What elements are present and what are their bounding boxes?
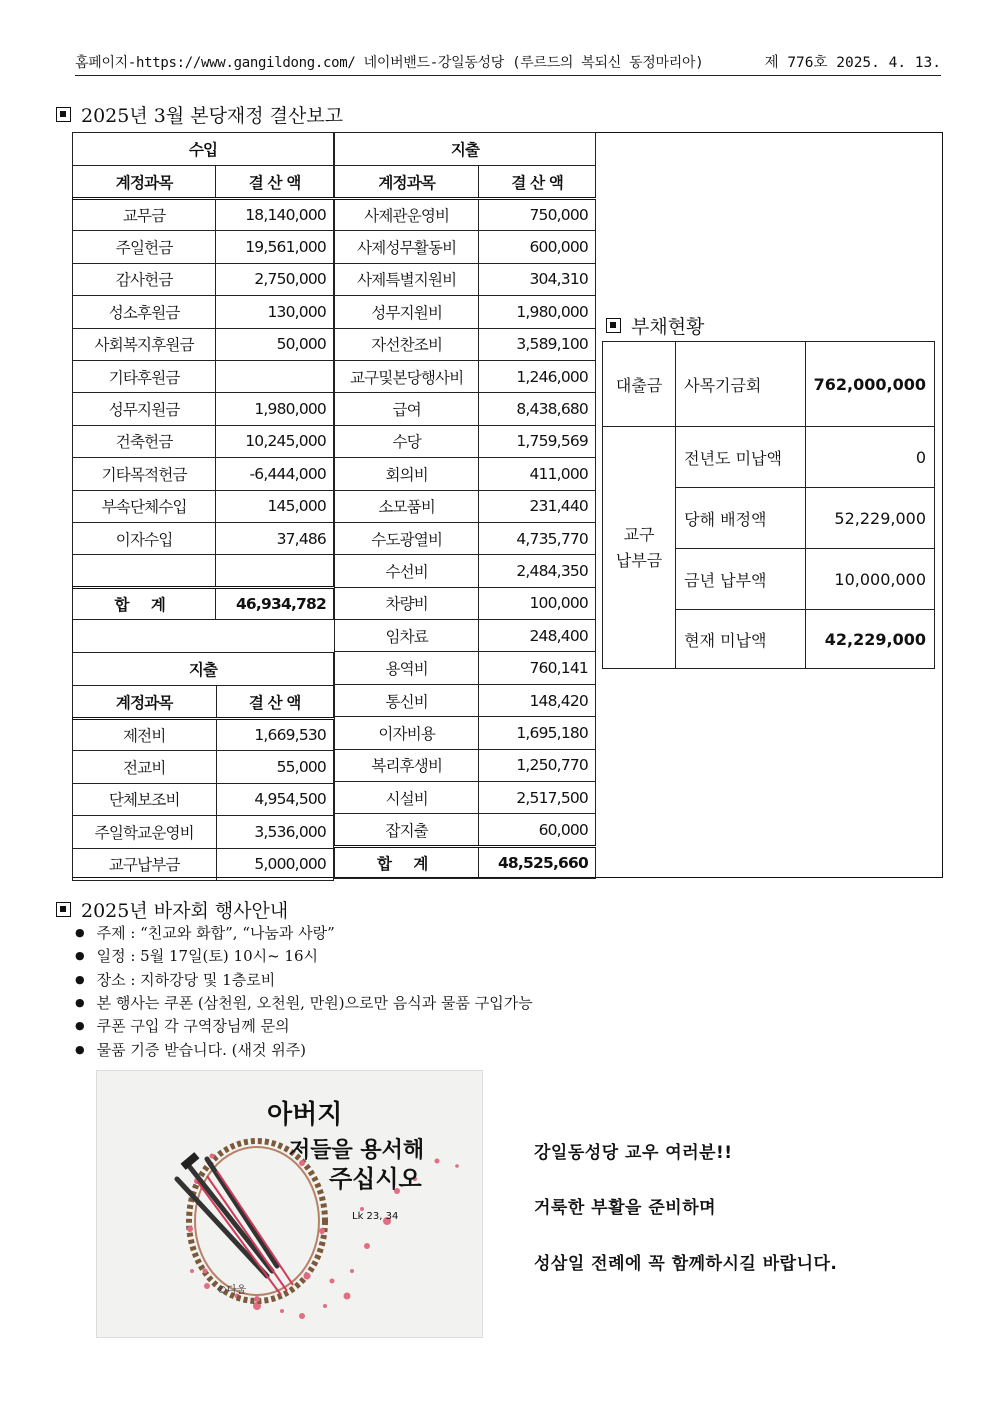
account-amount: 1,246,000: [479, 360, 596, 392]
table-row: [335, 587, 596, 619]
expense-table: [334, 132, 596, 879]
list-item: ● 물품 기증 받습니다. (새것 위주): [72, 1037, 533, 1060]
table-row: [335, 522, 596, 554]
diocese-label: 교구 납부금: [603, 427, 676, 669]
debt-row-amount: 52,229,000: [805, 488, 934, 549]
table-row: [335, 620, 596, 652]
account-item: 용역비: [335, 652, 479, 684]
table-row: [73, 555, 334, 587]
account-amount: [216, 360, 334, 392]
account-item: 교구및본당행사비: [335, 360, 479, 392]
account-item: 성소후원금: [73, 296, 216, 328]
table-row: [335, 782, 596, 814]
table-row: [73, 751, 334, 783]
account-item: 복리후생비: [335, 749, 479, 781]
table-row: [73, 296, 334, 328]
account-item: 성무지원비: [335, 296, 479, 328]
account-amount: 18,140,000: [216, 199, 334, 231]
debt-table: [602, 341, 935, 669]
account-amount: 148,420: [479, 684, 596, 716]
account-item: 성무지원금: [73, 393, 216, 425]
account-amount: 231,440: [479, 490, 596, 522]
account-amount: 130,000: [216, 296, 334, 328]
header-links: 홈페이지-https://www.gangildong.com/ 네이버밴드-강일동성당 (루르드의 복되신 동정마리아): [75, 55, 704, 71]
loan-label: 대출금: [603, 342, 676, 427]
account-item: 회의비: [335, 458, 479, 490]
crown-of-thorns-illustration: [97, 1071, 483, 1338]
list-item: ● 본 행사는 쿠폰 (삼천원, 오천원, 만원)으로만 음식과 물품 구입가능: [72, 991, 533, 1014]
account-amount: 3,536,000: [216, 816, 334, 848]
account-item: 단체보조비: [73, 783, 217, 815]
account-item: 잡지출: [335, 814, 479, 846]
message-line-3: 성삼일 전례에 꼭 함께하시길 바랍니다.: [534, 1254, 838, 1274]
account-item: 차량비: [335, 587, 479, 619]
account-amount: 145,000: [216, 490, 334, 522]
account-item: 부속단체수입: [73, 490, 216, 522]
account-amount: 1,669,530: [216, 719, 334, 751]
table-row: [335, 814, 596, 846]
total-amount: 46,934,782: [216, 587, 334, 619]
account-item: 수선비: [335, 555, 479, 587]
account-amount: 100,000: [479, 587, 596, 619]
account-amount: -6,444,000: [216, 458, 334, 490]
total-row: [73, 587, 334, 619]
account-item: 사제특별지원비: [335, 263, 479, 295]
account-item: 기타후원금: [73, 360, 216, 392]
list-item: ● 주제 : “친교와 화합”, “나눔과 사랑”: [72, 921, 533, 944]
account-amount: 411,000: [479, 458, 596, 490]
account-amount: 8,438,680: [479, 393, 596, 425]
account-item: 건축헌금: [73, 425, 216, 457]
account-item: 이자비용: [335, 717, 479, 749]
debt-row-label: 전년도 미납액: [676, 427, 806, 488]
debt-row-amount: 10,000,000: [805, 549, 934, 610]
table-row: [73, 490, 334, 522]
account-item: [73, 555, 216, 587]
total-row: [335, 846, 596, 878]
account-amount: 55,000: [216, 751, 334, 783]
account-item: 소모품비: [335, 490, 479, 522]
artist-signature: ©다울: [217, 1285, 247, 1296]
total-amount: 48,525,660: [479, 846, 596, 878]
debt-row-label: 당해 배정액: [676, 488, 806, 549]
debt-row-label: 금년 납부액: [676, 549, 806, 610]
col-item-header: 계정과목: [335, 166, 479, 199]
table-row: [73, 816, 334, 848]
account-amount: 1,250,770: [479, 749, 596, 781]
list-item: ● 일정 : 5월 17일(토) 10시~ 16시: [72, 944, 533, 967]
table-row: [73, 522, 334, 554]
expense-header: 지출: [335, 133, 596, 166]
account-item: 시설비: [335, 782, 479, 814]
table-row: [73, 393, 334, 425]
table-row: [335, 231, 596, 263]
table-row: [335, 555, 596, 587]
account-item: 전교비: [73, 751, 217, 783]
col-item-header: 계정과목: [73, 686, 217, 719]
message-line-2: 거룩한 부활을 준비하며: [534, 1198, 717, 1218]
col-amount-header: 결 산 액: [216, 686, 334, 719]
table-row: [335, 684, 596, 716]
table-row: [73, 231, 334, 263]
account-item: 이자수입: [73, 522, 216, 554]
issue-info: 제 776호 2025. 4. 13.: [764, 55, 941, 71]
finance-section-title: 2025년 3월 본당재정 결산보고: [56, 101, 343, 128]
account-item: 급여: [335, 393, 479, 425]
table-row: [335, 425, 596, 457]
table-row: [335, 490, 596, 522]
account-amount: [216, 555, 334, 587]
account-amount: 1,695,180: [479, 717, 596, 749]
account-item: 사회복지후원금: [73, 328, 216, 360]
account-item: 교구납부금: [73, 848, 217, 880]
debt-row-amount: 0: [805, 427, 934, 488]
table-row: [73, 719, 334, 751]
table-row: [335, 717, 596, 749]
account-item: 감사헌금: [73, 263, 216, 295]
col-amount-header: 결 산 액: [216, 166, 334, 199]
calligraphy-picture: [96, 1070, 483, 1338]
message-line-1: 강일동성당 교우 여러분!!: [534, 1143, 733, 1163]
account-amount: 1,759,569: [479, 425, 596, 457]
table-row: [335, 652, 596, 684]
table-row: [73, 783, 334, 815]
account-item: 임차료: [335, 620, 479, 652]
table-row: [335, 199, 596, 231]
account-item: 통신비: [335, 684, 479, 716]
list-item: ● 쿠폰 구입 각 구역장님께 문의: [72, 1014, 533, 1037]
table-row: [335, 263, 596, 295]
table-row: [335, 749, 596, 781]
account-amount: 10,245,000: [216, 425, 334, 457]
account-item: 주일헌금: [73, 231, 216, 263]
account-item: 사제성무활동비: [335, 231, 479, 263]
account-amount: 1,980,000: [216, 393, 334, 425]
table-row: [335, 393, 596, 425]
table-row: [73, 360, 334, 392]
calligraphy-line-1: 아버지: [267, 1100, 343, 1130]
account-amount: 2,517,500: [479, 782, 596, 814]
bazaar-section-title: 2025년 바자회 행사안내: [56, 896, 288, 923]
account-item: 제전비: [73, 719, 217, 751]
square-bullet-icon: [56, 902, 71, 917]
table-row: [335, 360, 596, 392]
account-item: 자선찬조비: [335, 328, 479, 360]
account-amount: 5,000,000: [216, 848, 334, 880]
bible-verse: Lk 23, 34: [352, 1211, 399, 1222]
account-amount: 750,000: [479, 199, 596, 231]
account-amount: 50,000: [216, 328, 334, 360]
account-amount: 760,141: [479, 652, 596, 684]
total-label: 합 계: [335, 846, 479, 878]
bazaar-list: [72, 921, 533, 1061]
account-amount: 304,310: [479, 263, 596, 295]
account-amount: 19,561,000: [216, 231, 334, 263]
table-row: [73, 263, 334, 295]
table-row: [73, 848, 334, 880]
col-item-header: 계정과목: [73, 166, 216, 199]
loan-amount: 762,000,000: [805, 342, 934, 427]
total-label: 합 계: [73, 587, 216, 619]
account-amount: 248,400: [479, 620, 596, 652]
left-expense-header: 지출: [73, 653, 334, 686]
table-row: [335, 328, 596, 360]
table-row: [73, 458, 334, 490]
calligraphy-line-2: 저들을 용서해: [289, 1138, 425, 1163]
loan-source: 사목기금회: [676, 342, 806, 427]
account-amount: 4,954,500: [216, 783, 334, 815]
table-row: [335, 458, 596, 490]
account-amount: 60,000: [479, 814, 596, 846]
square-bullet-icon: [606, 318, 621, 333]
calligraphy-line-3: 주십시오: [329, 1165, 422, 1193]
income-header: 수입: [73, 133, 334, 166]
debt-section-title: 부채현황: [606, 312, 704, 339]
account-amount: 1,980,000: [479, 296, 596, 328]
account-amount: 2,484,350: [479, 555, 596, 587]
account-amount: 4,735,770: [479, 522, 596, 554]
debt-row-label: 현재 미납액: [676, 610, 806, 669]
income-table: [72, 132, 334, 620]
left-expense-table: [72, 652, 334, 881]
account-amount: 600,000: [479, 231, 596, 263]
square-bullet-icon: [56, 107, 71, 122]
table-row: [73, 328, 334, 360]
account-amount: 37,486: [216, 522, 334, 554]
account-item: 기타목적헌금: [73, 458, 216, 490]
table-row: [73, 199, 334, 231]
col-amount-header: 결 산 액: [479, 166, 596, 199]
page-header: [75, 52, 941, 76]
debt-row-amount: 42,229,000: [805, 610, 934, 669]
account-item: 주일학교운영비: [73, 816, 217, 848]
list-item: ● 장소 : 지하강당 및 1층로비: [72, 968, 533, 991]
account-item: 수당: [335, 425, 479, 457]
account-item: 사제관운영비: [335, 199, 479, 231]
account-amount: 2,750,000: [216, 263, 334, 295]
table-row: [73, 425, 334, 457]
account-item: 교무금: [73, 199, 216, 231]
table-row: [335, 296, 596, 328]
account-item: 수도광열비: [335, 522, 479, 554]
account-amount: 3,589,100: [479, 328, 596, 360]
